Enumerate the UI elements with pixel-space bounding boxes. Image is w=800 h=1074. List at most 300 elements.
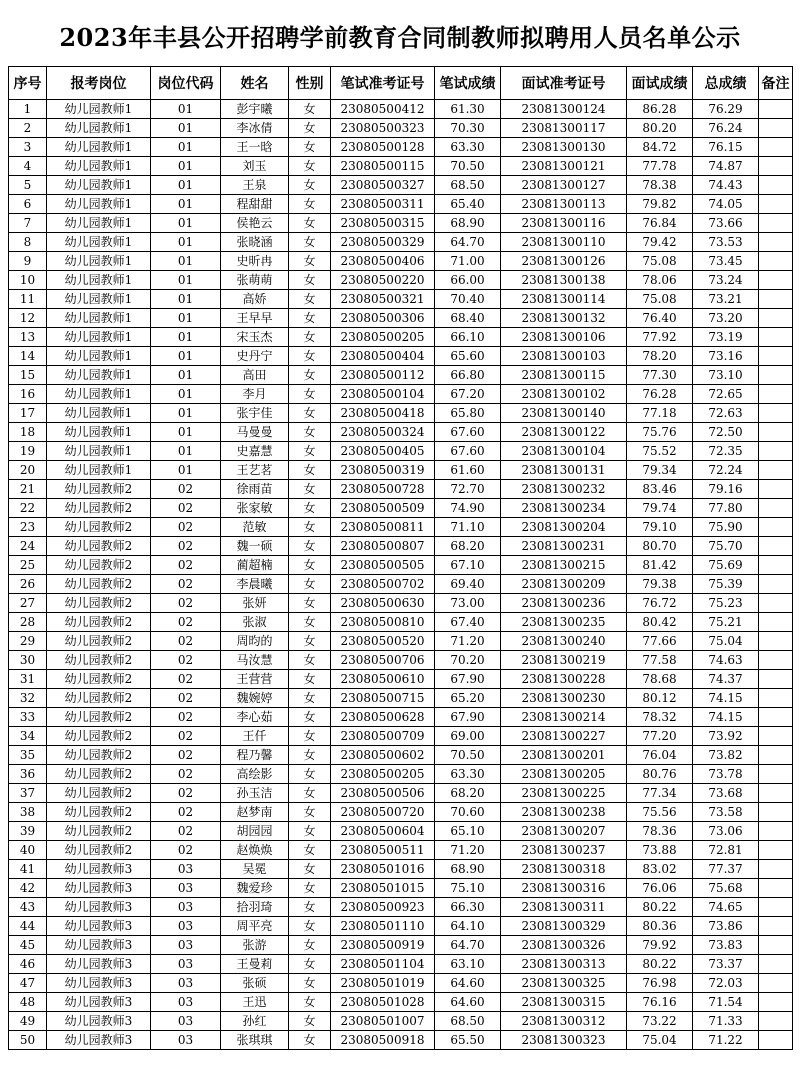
cell-position: 幼儿园教师2	[47, 499, 151, 518]
cell-name: 刘玉	[221, 157, 289, 176]
cell-position-code: 01	[151, 157, 221, 176]
cell-total-score: 76.15	[693, 138, 759, 157]
cell-position-code: 03	[151, 974, 221, 993]
cell-total-score: 72.24	[693, 461, 759, 480]
cell-written-score: 70.20	[435, 651, 501, 670]
cell-interview-id: 23081300236	[501, 594, 627, 613]
table-row	[9, 575, 793, 594]
cell-written-exam-id: 23080500630	[331, 594, 435, 613]
cell-name: 徐雨苗	[221, 480, 289, 499]
cell-position-code: 02	[151, 480, 221, 499]
cell-written-exam-id: 23080500329	[331, 233, 435, 252]
cell-position-code: 01	[151, 271, 221, 290]
cell-position-code: 03	[151, 993, 221, 1012]
cell-remarks	[759, 1031, 793, 1050]
cell-position: 幼儿园教师1	[47, 461, 151, 480]
cell-total-score: 76.24	[693, 119, 759, 138]
table-row	[9, 499, 793, 518]
cell-position: 幼儿园教师3	[47, 1012, 151, 1031]
cell-remarks	[759, 784, 793, 803]
cell-total-score: 79.16	[693, 480, 759, 499]
cell-position-code: 02	[151, 499, 221, 518]
cell-remarks	[759, 290, 793, 309]
cell-position-code: 01	[151, 214, 221, 233]
cell-written-exam-id: 23080500205	[331, 328, 435, 347]
cell-position: 幼儿园教师2	[47, 651, 151, 670]
cell-name: 王艺茗	[221, 461, 289, 480]
cell-name: 王仟	[221, 727, 289, 746]
cell-interview-id: 23081300205	[501, 765, 627, 784]
cell-interview-score: 77.18	[627, 404, 693, 423]
cell-interview-id: 23081300201	[501, 746, 627, 765]
cell-position-code: 01	[151, 423, 221, 442]
cell-written-score: 68.20	[435, 784, 501, 803]
cell-position: 幼儿园教师1	[47, 290, 151, 309]
cell-interview-score: 78.36	[627, 822, 693, 841]
cell-written-exam-id: 23080500811	[331, 518, 435, 537]
cell-interview-id: 23081300104	[501, 442, 627, 461]
cell-index: 22	[9, 499, 47, 518]
cell-gender: 女	[289, 822, 331, 841]
table-row	[9, 537, 793, 556]
cell-interview-id: 23081300225	[501, 784, 627, 803]
cell-written-score: 68.90	[435, 860, 501, 879]
cell-total-score: 72.81	[693, 841, 759, 860]
cell-position: 幼儿园教师2	[47, 556, 151, 575]
cell-remarks	[759, 423, 793, 442]
table-row	[9, 518, 793, 537]
cell-position-code: 03	[151, 898, 221, 917]
table-row	[9, 195, 793, 214]
cell-interview-id: 23081300110	[501, 233, 627, 252]
cell-name: 周平亮	[221, 917, 289, 936]
cell-written-score: 66.00	[435, 271, 501, 290]
cell-interview-id: 23081300207	[501, 822, 627, 841]
cell-name: 孙玉洁	[221, 784, 289, 803]
cell-interview-score: 76.84	[627, 214, 693, 233]
cell-interview-id: 23081300131	[501, 461, 627, 480]
cell-index: 18	[9, 423, 47, 442]
cell-position-code: 02	[151, 556, 221, 575]
cell-interview-score: 76.98	[627, 974, 693, 993]
cell-written-score: 70.40	[435, 290, 501, 309]
cell-interview-id: 23081300323	[501, 1031, 627, 1050]
cell-written-exam-id: 23080500810	[331, 613, 435, 632]
cell-interview-score: 78.68	[627, 670, 693, 689]
cell-written-exam-id: 23080500509	[331, 499, 435, 518]
cell-index: 34	[9, 727, 47, 746]
table-row	[9, 404, 793, 423]
cell-position: 幼儿园教师1	[47, 347, 151, 366]
cell-remarks	[759, 632, 793, 651]
cell-position: 幼儿园教师2	[47, 784, 151, 803]
cell-remarks	[759, 822, 793, 841]
cell-written-exam-id: 23080501104	[331, 955, 435, 974]
header-written-score: 笔试成绩	[435, 67, 501, 100]
cell-interview-score: 79.82	[627, 195, 693, 214]
cell-position: 幼儿园教师1	[47, 119, 151, 138]
cell-interview-score: 79.92	[627, 936, 693, 955]
cell-interview-score: 80.22	[627, 898, 693, 917]
cell-total-score: 72.50	[693, 423, 759, 442]
cell-written-score: 68.20	[435, 537, 501, 556]
cell-gender: 女	[289, 385, 331, 404]
cell-interview-score: 78.06	[627, 271, 693, 290]
cell-gender: 女	[289, 100, 331, 119]
cell-written-score: 64.60	[435, 974, 501, 993]
cell-index: 16	[9, 385, 47, 404]
cell-written-exam-id: 23080501016	[331, 860, 435, 879]
cell-written-exam-id: 23080500327	[331, 176, 435, 195]
cell-position-code: 02	[151, 727, 221, 746]
cell-position-code: 01	[151, 233, 221, 252]
cell-gender: 女	[289, 1031, 331, 1050]
cell-position: 幼儿园教师2	[47, 746, 151, 765]
cell-remarks	[759, 917, 793, 936]
cell-total-score: 74.15	[693, 689, 759, 708]
cell-total-score: 75.04	[693, 632, 759, 651]
cell-position-code: 02	[151, 613, 221, 632]
cell-name: 张晓涵	[221, 233, 289, 252]
cell-position-code: 02	[151, 784, 221, 803]
cell-gender: 女	[289, 138, 331, 157]
cell-remarks	[759, 461, 793, 480]
cell-gender: 女	[289, 727, 331, 746]
cell-name: 马汝慧	[221, 651, 289, 670]
cell-remarks	[759, 176, 793, 195]
cell-position-code: 02	[151, 518, 221, 537]
cell-position-code: 01	[151, 100, 221, 119]
table-row	[9, 442, 793, 461]
cell-position: 幼儿园教师2	[47, 575, 151, 594]
cell-name: 魏婉婷	[221, 689, 289, 708]
cell-index: 2	[9, 119, 47, 138]
cell-written-score: 71.10	[435, 518, 501, 537]
cell-position-code: 01	[151, 290, 221, 309]
table-row	[9, 841, 793, 860]
cell-written-exam-id: 23080500720	[331, 803, 435, 822]
cell-written-exam-id: 23080500418	[331, 404, 435, 423]
table-row	[9, 822, 793, 841]
cell-index: 25	[9, 556, 47, 575]
cell-position-code: 03	[151, 917, 221, 936]
cell-remarks	[759, 347, 793, 366]
cell-total-score: 77.37	[693, 860, 759, 879]
table-header-row	[9, 67, 793, 100]
cell-position: 幼儿园教师3	[47, 974, 151, 993]
cell-position-code: 03	[151, 955, 221, 974]
cell-total-score: 74.43	[693, 176, 759, 195]
cell-written-score: 70.30	[435, 119, 501, 138]
cell-interview-id: 23081300325	[501, 974, 627, 993]
cell-position: 幼儿园教师1	[47, 271, 151, 290]
cell-written-exam-id: 23080500405	[331, 442, 435, 461]
cell-total-score: 72.63	[693, 404, 759, 423]
cell-interview-id: 23081300115	[501, 366, 627, 385]
cell-written-exam-id: 23080500505	[331, 556, 435, 575]
cell-index: 42	[9, 879, 47, 898]
cell-remarks	[759, 936, 793, 955]
table-row	[9, 936, 793, 955]
cell-written-exam-id: 23080500506	[331, 784, 435, 803]
cell-total-score: 74.65	[693, 898, 759, 917]
cell-total-score: 73.45	[693, 252, 759, 271]
cell-written-score: 66.30	[435, 898, 501, 917]
cell-total-score: 74.15	[693, 708, 759, 727]
cell-index: 47	[9, 974, 47, 993]
cell-interview-id: 23081300114	[501, 290, 627, 309]
cell-position-code: 02	[151, 746, 221, 765]
cell-written-score: 73.00	[435, 594, 501, 613]
cell-name: 范敏	[221, 518, 289, 537]
cell-interview-id: 23081300204	[501, 518, 627, 537]
cell-index: 32	[9, 689, 47, 708]
cell-gender: 女	[289, 784, 331, 803]
cell-position-code: 01	[151, 385, 221, 404]
cell-gender: 女	[289, 841, 331, 860]
header-position: 报考岗位	[47, 67, 151, 100]
cell-gender: 女	[289, 974, 331, 993]
cell-written-score: 70.60	[435, 803, 501, 822]
cell-total-score: 72.35	[693, 442, 759, 461]
cell-remarks	[759, 157, 793, 176]
table-row	[9, 879, 793, 898]
cell-written-exam-id: 23080500406	[331, 252, 435, 271]
cell-position-code: 02	[151, 708, 221, 727]
cell-written-score: 65.20	[435, 689, 501, 708]
cell-name: 程甜甜	[221, 195, 289, 214]
cell-interview-score: 81.42	[627, 556, 693, 575]
cell-written-exam-id: 23080500315	[331, 214, 435, 233]
cell-interview-id: 23081300235	[501, 613, 627, 632]
cell-written-exam-id: 23080500323	[331, 119, 435, 138]
cell-position: 幼儿园教师2	[47, 632, 151, 651]
cell-position-code: 03	[151, 860, 221, 879]
cell-interview-id: 23081300238	[501, 803, 627, 822]
table-row	[9, 347, 793, 366]
cell-interview-id: 23081300231	[501, 537, 627, 556]
document-title: 2023年丰县公开招聘学前教育合同制教师拟聘用人员名单公示	[59, 23, 741, 52]
cell-index: 30	[9, 651, 47, 670]
cell-remarks	[759, 689, 793, 708]
cell-position: 幼儿园教师2	[47, 594, 151, 613]
cell-position: 幼儿园教师1	[47, 366, 151, 385]
cell-written-exam-id: 23080500128	[331, 138, 435, 157]
cell-written-score: 70.50	[435, 157, 501, 176]
cell-written-exam-id: 23080501110	[331, 917, 435, 936]
cell-written-score: 68.50	[435, 176, 501, 195]
table-row	[9, 119, 793, 138]
cell-written-score: 65.50	[435, 1031, 501, 1050]
cell-index: 38	[9, 803, 47, 822]
cell-total-score: 74.37	[693, 670, 759, 689]
cell-position-code: 02	[151, 594, 221, 613]
cell-position: 幼儿园教师1	[47, 157, 151, 176]
cell-name: 李月	[221, 385, 289, 404]
cell-total-score: 73.20	[693, 309, 759, 328]
cell-remarks	[759, 100, 793, 119]
cell-name: 李晨曦	[221, 575, 289, 594]
cell-name: 王泉	[221, 176, 289, 195]
cell-total-score: 71.33	[693, 1012, 759, 1031]
cell-index: 13	[9, 328, 47, 347]
cell-total-score: 73.78	[693, 765, 759, 784]
cell-written-score: 65.40	[435, 195, 501, 214]
cell-interview-id: 23081300132	[501, 309, 627, 328]
cell-total-score: 75.21	[693, 613, 759, 632]
table-row	[9, 138, 793, 157]
cell-interview-score: 77.30	[627, 366, 693, 385]
cell-gender: 女	[289, 271, 331, 290]
cell-gender: 女	[289, 632, 331, 651]
cell-index: 43	[9, 898, 47, 917]
cell-position-code: 01	[151, 138, 221, 157]
cell-gender: 女	[289, 442, 331, 461]
cell-remarks	[759, 252, 793, 271]
cell-interview-score: 78.38	[627, 176, 693, 195]
cell-index: 24	[9, 537, 47, 556]
cell-remarks	[759, 955, 793, 974]
cell-interview-id: 23081300215	[501, 556, 627, 575]
cell-gender: 女	[289, 214, 331, 233]
cell-interview-id: 23081300106	[501, 328, 627, 347]
cell-position: 幼儿园教师1	[47, 100, 151, 119]
table-row	[9, 651, 793, 670]
cell-written-score: 63.30	[435, 765, 501, 784]
cell-written-score: 70.50	[435, 746, 501, 765]
table-row	[9, 898, 793, 917]
cell-written-exam-id: 23080501019	[331, 974, 435, 993]
cell-name: 张萌萌	[221, 271, 289, 290]
cell-remarks	[759, 537, 793, 556]
applicant-table	[8, 66, 793, 1050]
cell-total-score: 73.06	[693, 822, 759, 841]
cell-position-code: 01	[151, 442, 221, 461]
cell-gender: 女	[289, 879, 331, 898]
cell-written-score: 65.80	[435, 404, 501, 423]
table-row	[9, 860, 793, 879]
cell-remarks	[759, 974, 793, 993]
cell-name: 史嘉慧	[221, 442, 289, 461]
table-row	[9, 214, 793, 233]
cell-written-exam-id: 23080500220	[331, 271, 435, 290]
cell-position: 幼儿园教师1	[47, 385, 151, 404]
cell-index: 9	[9, 252, 47, 271]
cell-interview-score: 80.20	[627, 119, 693, 138]
cell-interview-id: 23081300316	[501, 879, 627, 898]
cell-position-code: 02	[151, 537, 221, 556]
cell-total-score: 77.80	[693, 499, 759, 518]
cell-written-exam-id: 23080500923	[331, 898, 435, 917]
cell-remarks	[759, 271, 793, 290]
cell-interview-score: 78.32	[627, 708, 693, 727]
cell-index: 49	[9, 1012, 47, 1031]
cell-remarks	[759, 442, 793, 461]
cell-remarks	[759, 765, 793, 784]
table-row	[9, 765, 793, 784]
cell-written-exam-id: 23080500610	[331, 670, 435, 689]
cell-written-exam-id: 23080500706	[331, 651, 435, 670]
cell-position: 幼儿园教师2	[47, 689, 151, 708]
cell-name: 拾羽琦	[221, 898, 289, 917]
cell-gender: 女	[289, 594, 331, 613]
cell-interview-score: 75.76	[627, 423, 693, 442]
table-row	[9, 974, 793, 993]
cell-total-score: 76.29	[693, 100, 759, 119]
table-row	[9, 955, 793, 974]
cell-remarks	[759, 480, 793, 499]
cell-position: 幼儿园教师1	[47, 442, 151, 461]
cell-written-score: 61.30	[435, 100, 501, 119]
table-row	[9, 632, 793, 651]
header-gender: 性别	[289, 67, 331, 100]
table-row	[9, 594, 793, 613]
cell-gender: 女	[289, 157, 331, 176]
cell-gender: 女	[289, 1012, 331, 1031]
cell-gender: 女	[289, 252, 331, 271]
cell-written-score: 72.70	[435, 480, 501, 499]
cell-written-score: 67.60	[435, 423, 501, 442]
table-row	[9, 689, 793, 708]
cell-name: 王迅	[221, 993, 289, 1012]
cell-position-code: 03	[151, 879, 221, 898]
cell-interview-id: 23081300329	[501, 917, 627, 936]
cell-written-exam-id: 23080501015	[331, 879, 435, 898]
cell-interview-id: 23081300228	[501, 670, 627, 689]
cell-written-exam-id: 23080500404	[331, 347, 435, 366]
cell-interview-score: 86.28	[627, 100, 693, 119]
cell-remarks	[759, 803, 793, 822]
cell-total-score: 75.23	[693, 594, 759, 613]
cell-written-score: 66.80	[435, 366, 501, 385]
cell-interview-score: 75.08	[627, 290, 693, 309]
cell-position-code: 01	[151, 309, 221, 328]
header-interview-id: 面试准考证号	[501, 67, 627, 100]
cell-name: 王一晗	[221, 138, 289, 157]
cell-interview-score: 77.92	[627, 328, 693, 347]
cell-remarks	[759, 556, 793, 575]
cell-total-score: 73.19	[693, 328, 759, 347]
cell-gender: 女	[289, 689, 331, 708]
cell-interview-score: 80.22	[627, 955, 693, 974]
cell-name: 马曼曼	[221, 423, 289, 442]
cell-gender: 女	[289, 765, 331, 784]
cell-index: 28	[9, 613, 47, 632]
cell-remarks	[759, 841, 793, 860]
cell-position: 幼儿园教师3	[47, 936, 151, 955]
cell-name: 蔺超楠	[221, 556, 289, 575]
table-row	[9, 252, 793, 271]
cell-total-score: 75.70	[693, 537, 759, 556]
cell-written-score: 63.30	[435, 138, 501, 157]
cell-interview-id: 23081300313	[501, 955, 627, 974]
cell-position: 幼儿园教师1	[47, 214, 151, 233]
cell-index: 23	[9, 518, 47, 537]
table-row	[9, 727, 793, 746]
cell-written-exam-id: 23080500602	[331, 746, 435, 765]
cell-remarks	[759, 670, 793, 689]
cell-total-score: 73.86	[693, 917, 759, 936]
cell-name: 张宇佳	[221, 404, 289, 423]
cell-total-score: 73.82	[693, 746, 759, 765]
cell-written-exam-id: 23080501028	[331, 993, 435, 1012]
cell-index: 45	[9, 936, 47, 955]
header-written-exam-id: 笔试准考证号	[331, 67, 435, 100]
cell-interview-score: 75.08	[627, 252, 693, 271]
cell-position: 幼儿园教师2	[47, 537, 151, 556]
cell-interview-id: 23081300315	[501, 993, 627, 1012]
cell-interview-id: 23081300117	[501, 119, 627, 138]
